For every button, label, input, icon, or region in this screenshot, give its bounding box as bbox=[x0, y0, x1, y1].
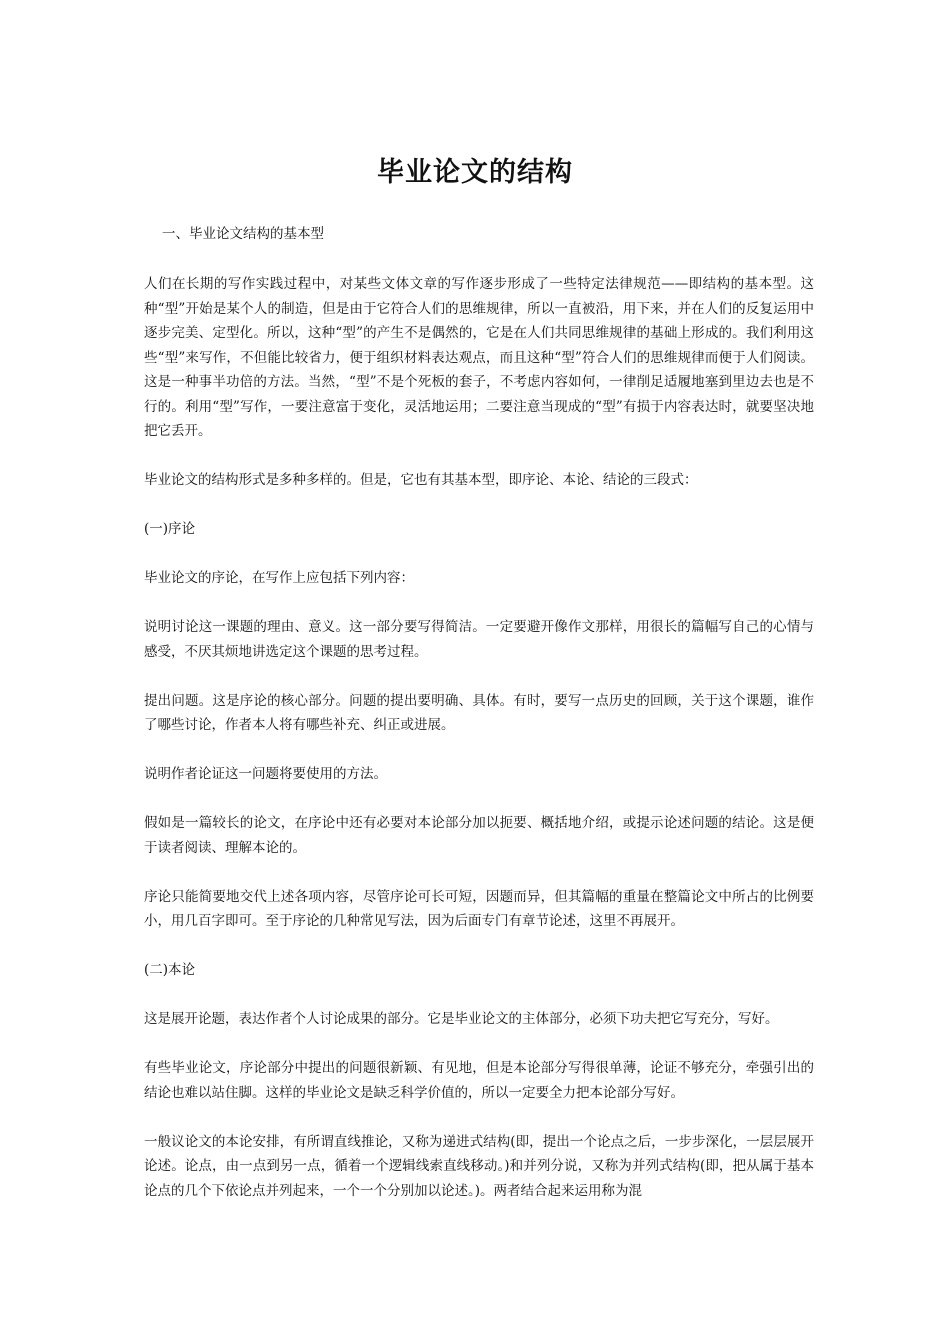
paragraph-main-body-intro: 这是展开论题，表达作者个人讨论成果的部分。它是毕业论文的主体部分，必须下功夫把它写充分，写好。 bbox=[144, 1011, 779, 1027]
document-body bbox=[144, 272, 814, 1228]
subheading-main-body: (二)本论 bbox=[144, 962, 196, 978]
paragraph-main-body-weak: 有些毕业论文，序论部分中提出的问题很新颖、有见地，但是本论部分写得很单薄，论证不够充分，牵强引出的结论也难以站住脚。这样的毕业论文是缺乏科学价值的，所以一定要全力把本论部分写好。 bbox=[144, 1060, 814, 1101]
paragraph-preface-long: 假如是一篇较长的论文，在序论中还有必要对本论部分加以扼要、概括地介绍，或提示论述问题的结论。这是便于读者阅读、理解本论的。 bbox=[144, 815, 814, 856]
paragraph-structure-forms: 毕业论文的结构形式是多种多样的。但是，它也有其基本型，即序论、本论、结论的三段式： bbox=[144, 472, 698, 488]
paragraph-preface-method: 说明作者论证这一问题将要使用的方法。 bbox=[144, 766, 387, 782]
paragraph-preface-contents: 毕业论文的序论，在写作上应包括下列内容： bbox=[144, 570, 414, 586]
section-heading: 一、毕业论文结构的基本型 bbox=[162, 226, 324, 242]
paragraph-main-body-arrangement: 一般议论文的本论安排，有所谓直线推论，又称为递进式结构(即，提出一个论点之后，一步步深化，一层层展开论述。论点，由一点到另一点，循着一个逻辑线索直线移动。)和并列分说，又称为并列式结构(即，把从属于基本论点的几个下依论点并列起来，一个一个分别加以论述。)。两者结合起来运用称为混 bbox=[144, 1133, 814, 1199]
paragraph-preface-question: 提出问题。这是序论的核心部分。问题的提出要明确、具体。有时，要写一点历史的回顾，关于这个课题，谁作了哪些讨论，作者本人将有哪些补充、纠正或进展。 bbox=[144, 692, 814, 733]
paragraph-intro: 人们在长期的写作实践过程中，对某些文体文章的写作逐步形成了一些特定法律规范——即结构的基本型。这种“型”开始是某个人的制造，但是由于它符合人们的思维规律，所以一直被沿，用下来，并在人们的反复运用中逐步完美、定型化。所以，这种“型”的产生不是偶然的，它是在人们共同思维规律的基础上形成的。我们利用这些“型”来写作，不但能比较省力，便于组织材料表达观点，而且这种“型”符合人们的思维规律而便于人们阅读。这是一种事半功倍的方法。当然，“型”不是个死板的套子，不考虑内容如何，一律削足适履地塞到里边去也是不行的。利用“型”写作，一要注意富于变化，灵活地运用；二要注意当现成的“型”有损于内容表达时，就要坚决地把它丢开。 bbox=[144, 276, 814, 439]
paragraph-preface-reason: 说明讨论这一课题的理由、意义。这一部分要写得简洁。一定要避开像作文那样，用很长的篇幅写自己的心情与感受，不厌其烦地讲选定这个课题的思考过程。 bbox=[144, 619, 814, 660]
subheading-preface: (一)序论 bbox=[144, 521, 196, 537]
document-title: 毕业论文的结构 bbox=[377, 157, 573, 188]
paragraph-preface-brief: 序论只能简要地交代上述各项内容，尽管序论可长可短，因题而异，但其篇幅的重量在整篇论文中所占的比例要小，用几百字即可。至于序论的几种常见写法，因为后面专门有章节论述，这里不再展开。 bbox=[144, 888, 814, 929]
